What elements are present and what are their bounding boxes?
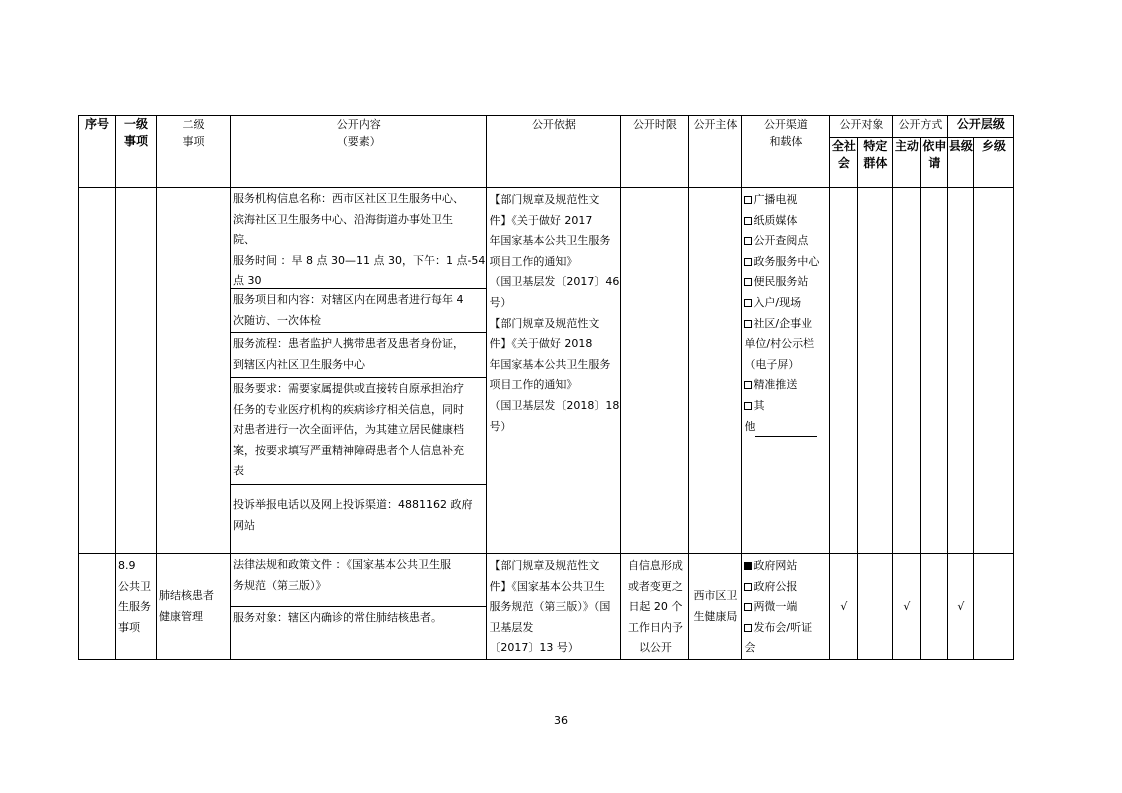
checkbox-checked-icon [744,562,752,570]
row2-level2: 肺结核患者 健康管理 [157,554,231,660]
row1-level-town [974,188,1014,554]
channel-item: 精准推送 [744,375,828,396]
channel-item: 政府网站 [744,556,828,577]
checkbox-icon [744,217,752,225]
header-basis: 公开依据 [487,116,621,188]
content-block-process: 服务流程：患者监护人携带患者及患者身份证， 到辖区内社区卫生服务中心 [231,333,486,378]
row1-channels: 广播电视 纸质媒体 公开查阅点 政务服务中心 便民服务站 入户/现场 社区/企事业 单位/村公示栏 （电子屏） 精准推送 其 他 [742,188,830,554]
channel-item: 公开查阅点 [744,231,828,252]
row1-time-limit [621,188,689,554]
content-block-requirements: 服务要求：需要家属提供或直接转自原承担治疗 任务的专业医疗机构的疾病诊疗相关信息，同时 对患者进行一次全面评估，为其建立居民健康档 案，按要求填写严重精神障碍患者个人信息补充 表 [231,378,486,485]
row1-subject [689,188,742,554]
row1-method-active [893,188,921,554]
header-level2: 二级 事项 [157,116,231,188]
checkbox-icon [744,237,752,245]
header-time-limit: 公开时限 [621,116,689,188]
channel-item: 两微一端 [744,597,828,618]
header-target-specific: 特定 群体 [858,138,893,188]
row2-method-active-mark: √ [893,554,921,660]
checkbox-icon [744,278,752,286]
content-block-items: 服务项目和内容：对辖区内在网患者进行每年 4 次随访、一次体检 [231,289,486,333]
blank-line [755,423,817,437]
channel-item: 纸质媒体 [744,211,828,232]
checkbox-icon [744,196,752,204]
header-target-all: 全社 会 [830,138,858,188]
checkbox-icon [744,381,752,389]
row2-content [231,554,487,660]
row1-target-all [830,188,858,554]
row2-basis: 【部门规章及规范性文 件】《国家基本公共卫生 服务规范（第三版）》（国 卫基层发 〔2017〕13 号） [487,554,621,660]
row1-basis: 【部门规章及规范性文 件】《关于做好 2017 年国家基本公共卫生服务 项目工作的通知》 （国卫基层发〔2017〕46 号） 【部门规章及规范性文 件】《关于做好 2018 年国家基本公共卫生服务 项目工作的通知》 （国卫基层发〔2018〕18 号） [487,188,621,554]
channel-other: 他 [744,417,828,438]
checkbox-icon [744,258,752,266]
row1-method-apply [921,188,948,554]
channel-item: 政府公报 [744,577,828,598]
content-block-law: 法律法规和政策文件 ：《国家基本公共卫生服 务规范（第三版）》 [231,554,486,607]
row2-target-all-mark: √ [830,554,858,660]
header-method-apply: 依申 请 [921,138,948,188]
row2-time-limit: 自信息形成 或者变更之 日起 20 个 工作日内予 以公开 [621,554,689,660]
checkbox-icon [744,402,752,410]
channel-item: 其 [744,396,828,417]
checkbox-icon [744,603,752,611]
header-subject: 公开主体 [689,116,742,188]
content-block-institution: 服务机构信息名称：西市区社区卫生服务中心、 滨海社区卫生服务中心、沿海街道办事处卫生 院、 服务时间 ：早 8 点 30—11 点 30，下午：1 点-54 点 30 [231,188,486,289]
content-block-target: 服务对象：辖区内确诊的常住肺结核患者。 [233,611,442,624]
channel-item: 政务服务中心 [744,252,828,273]
checkbox-icon [744,624,752,632]
row1-content [231,188,487,554]
disclosure-table [78,115,1014,660]
channel-item: 社区/企事业 [744,314,828,335]
row2-level1: 8.9 公共卫 生服务 事项 [116,554,157,660]
row1-target-specific [858,188,893,554]
row2-seq [79,554,116,660]
header-channel: 公开渠道 和载体 [742,116,830,188]
row2-channels: 政府网站 政府公报 两微一端 发布会/听证 会 [742,554,830,660]
header-method-active: 主动 [893,138,921,188]
header-seq: 序号 [79,116,116,188]
header-level1: 一级 事项 [116,116,157,188]
header-level-county: 县级 [948,138,974,188]
header-content: 公开内容 （要素） [231,116,487,188]
checkbox-icon [744,583,752,591]
row2-target-specific [858,554,893,660]
checkbox-icon [744,299,752,307]
header-target: 公开对象 [830,116,893,138]
channel-item: 入户/现场 [744,293,828,314]
row2-method-apply [921,554,948,660]
row2-subject: 西市区卫 生健康局 [689,554,742,660]
channel-item: 广播电视 [744,190,828,211]
row1-seq [79,188,116,554]
header-method: 公开方式 [893,116,948,138]
checkbox-icon [744,320,752,328]
row1-level1 [116,188,157,554]
channel-item: 便民服务站 [744,272,828,293]
page-number: 36 [554,714,568,727]
row2-level-county-mark: √ [948,554,974,660]
row1-level-county [948,188,974,554]
header-level: 公开层级 [948,116,1014,138]
channel-item: 发布会/听证 [744,618,828,639]
row1-level2 [157,188,231,554]
row2-level-town [974,554,1014,660]
header-level-town: 乡级 [974,138,1014,188]
content-block-complaint: 投诉举报电话以及网上投诉渠道：4881162 政府 网站 [233,498,473,532]
